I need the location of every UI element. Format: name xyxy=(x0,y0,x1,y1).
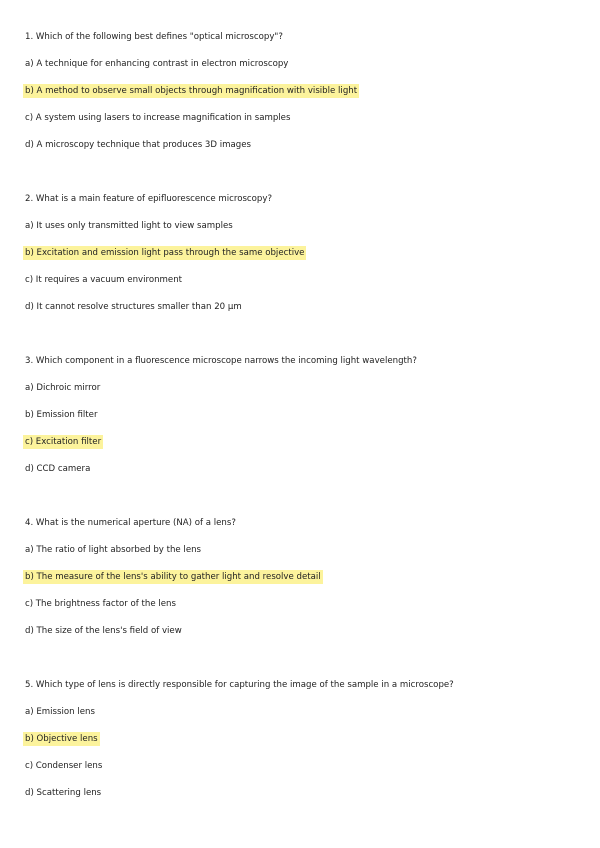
answer-option-d: d) It cannot resolve structures smaller than 20 µm xyxy=(25,302,242,312)
question-2 xyxy=(25,192,585,327)
answer-option-c: c) A system using lasers to increase magnification in samples xyxy=(25,113,291,123)
answer-option-c: c) It requires a vacuum environment xyxy=(25,275,183,285)
answer-option-b-highlighted: b) Objective lens xyxy=(25,734,98,744)
answer-option-b-highlighted: b) Excitation and emission light pass through the same objective xyxy=(25,248,305,258)
answer-option-b: b) Emission filter xyxy=(25,410,98,420)
answer-option-b-highlighted: b) The measure of the lens's ability to gather light and resolve detail xyxy=(25,572,321,582)
question-prompt: 4. What is the numerical aperture (NA) of a lens? xyxy=(25,518,236,528)
answer-option-b-highlighted: b) A method to observe small objects through magnification with visible light xyxy=(25,86,358,96)
question-5 xyxy=(25,678,585,813)
answer-option-a: a) A technique for enhancing contrast in electron microscopy xyxy=(25,59,289,69)
answer-option-d: d) A microscopy technique that produces 3D images xyxy=(25,140,251,150)
question-1 xyxy=(25,30,585,165)
question-3 xyxy=(25,354,585,489)
answer-option-d: d) Scattering lens xyxy=(25,788,102,798)
question-prompt: 3. Which component in a fluorescence microscope narrows the incoming light wavelength? xyxy=(25,356,417,366)
answer-option-d: d) CCD camera xyxy=(25,464,91,474)
question-prompt: 1. Which of the following best defines "optical microscopy"? xyxy=(25,32,283,42)
answer-option-a: a) It uses only transmitted light to view samples xyxy=(25,221,233,231)
question-prompt: 5. Which type of lens is directly responsible for capturing the image of the sample in a microscope? xyxy=(25,680,454,690)
answer-option-c: c) Condenser lens xyxy=(25,761,103,771)
answer-option-c: c) The brightness factor of the lens xyxy=(25,599,176,609)
question-prompt: 2. What is a main feature of epifluorescence microscopy? xyxy=(25,194,273,204)
question-4 xyxy=(25,516,585,651)
answer-option-d: d) The size of the lens's field of view xyxy=(25,626,182,636)
answer-option-a: a) Dichroic mirror xyxy=(25,383,101,393)
answer-option-a: a) Emission lens xyxy=(25,707,95,717)
answer-option-c-highlighted: c) Excitation filter xyxy=(25,437,102,447)
answer-option-a: a) The ratio of light absorbed by the lens xyxy=(25,545,202,555)
